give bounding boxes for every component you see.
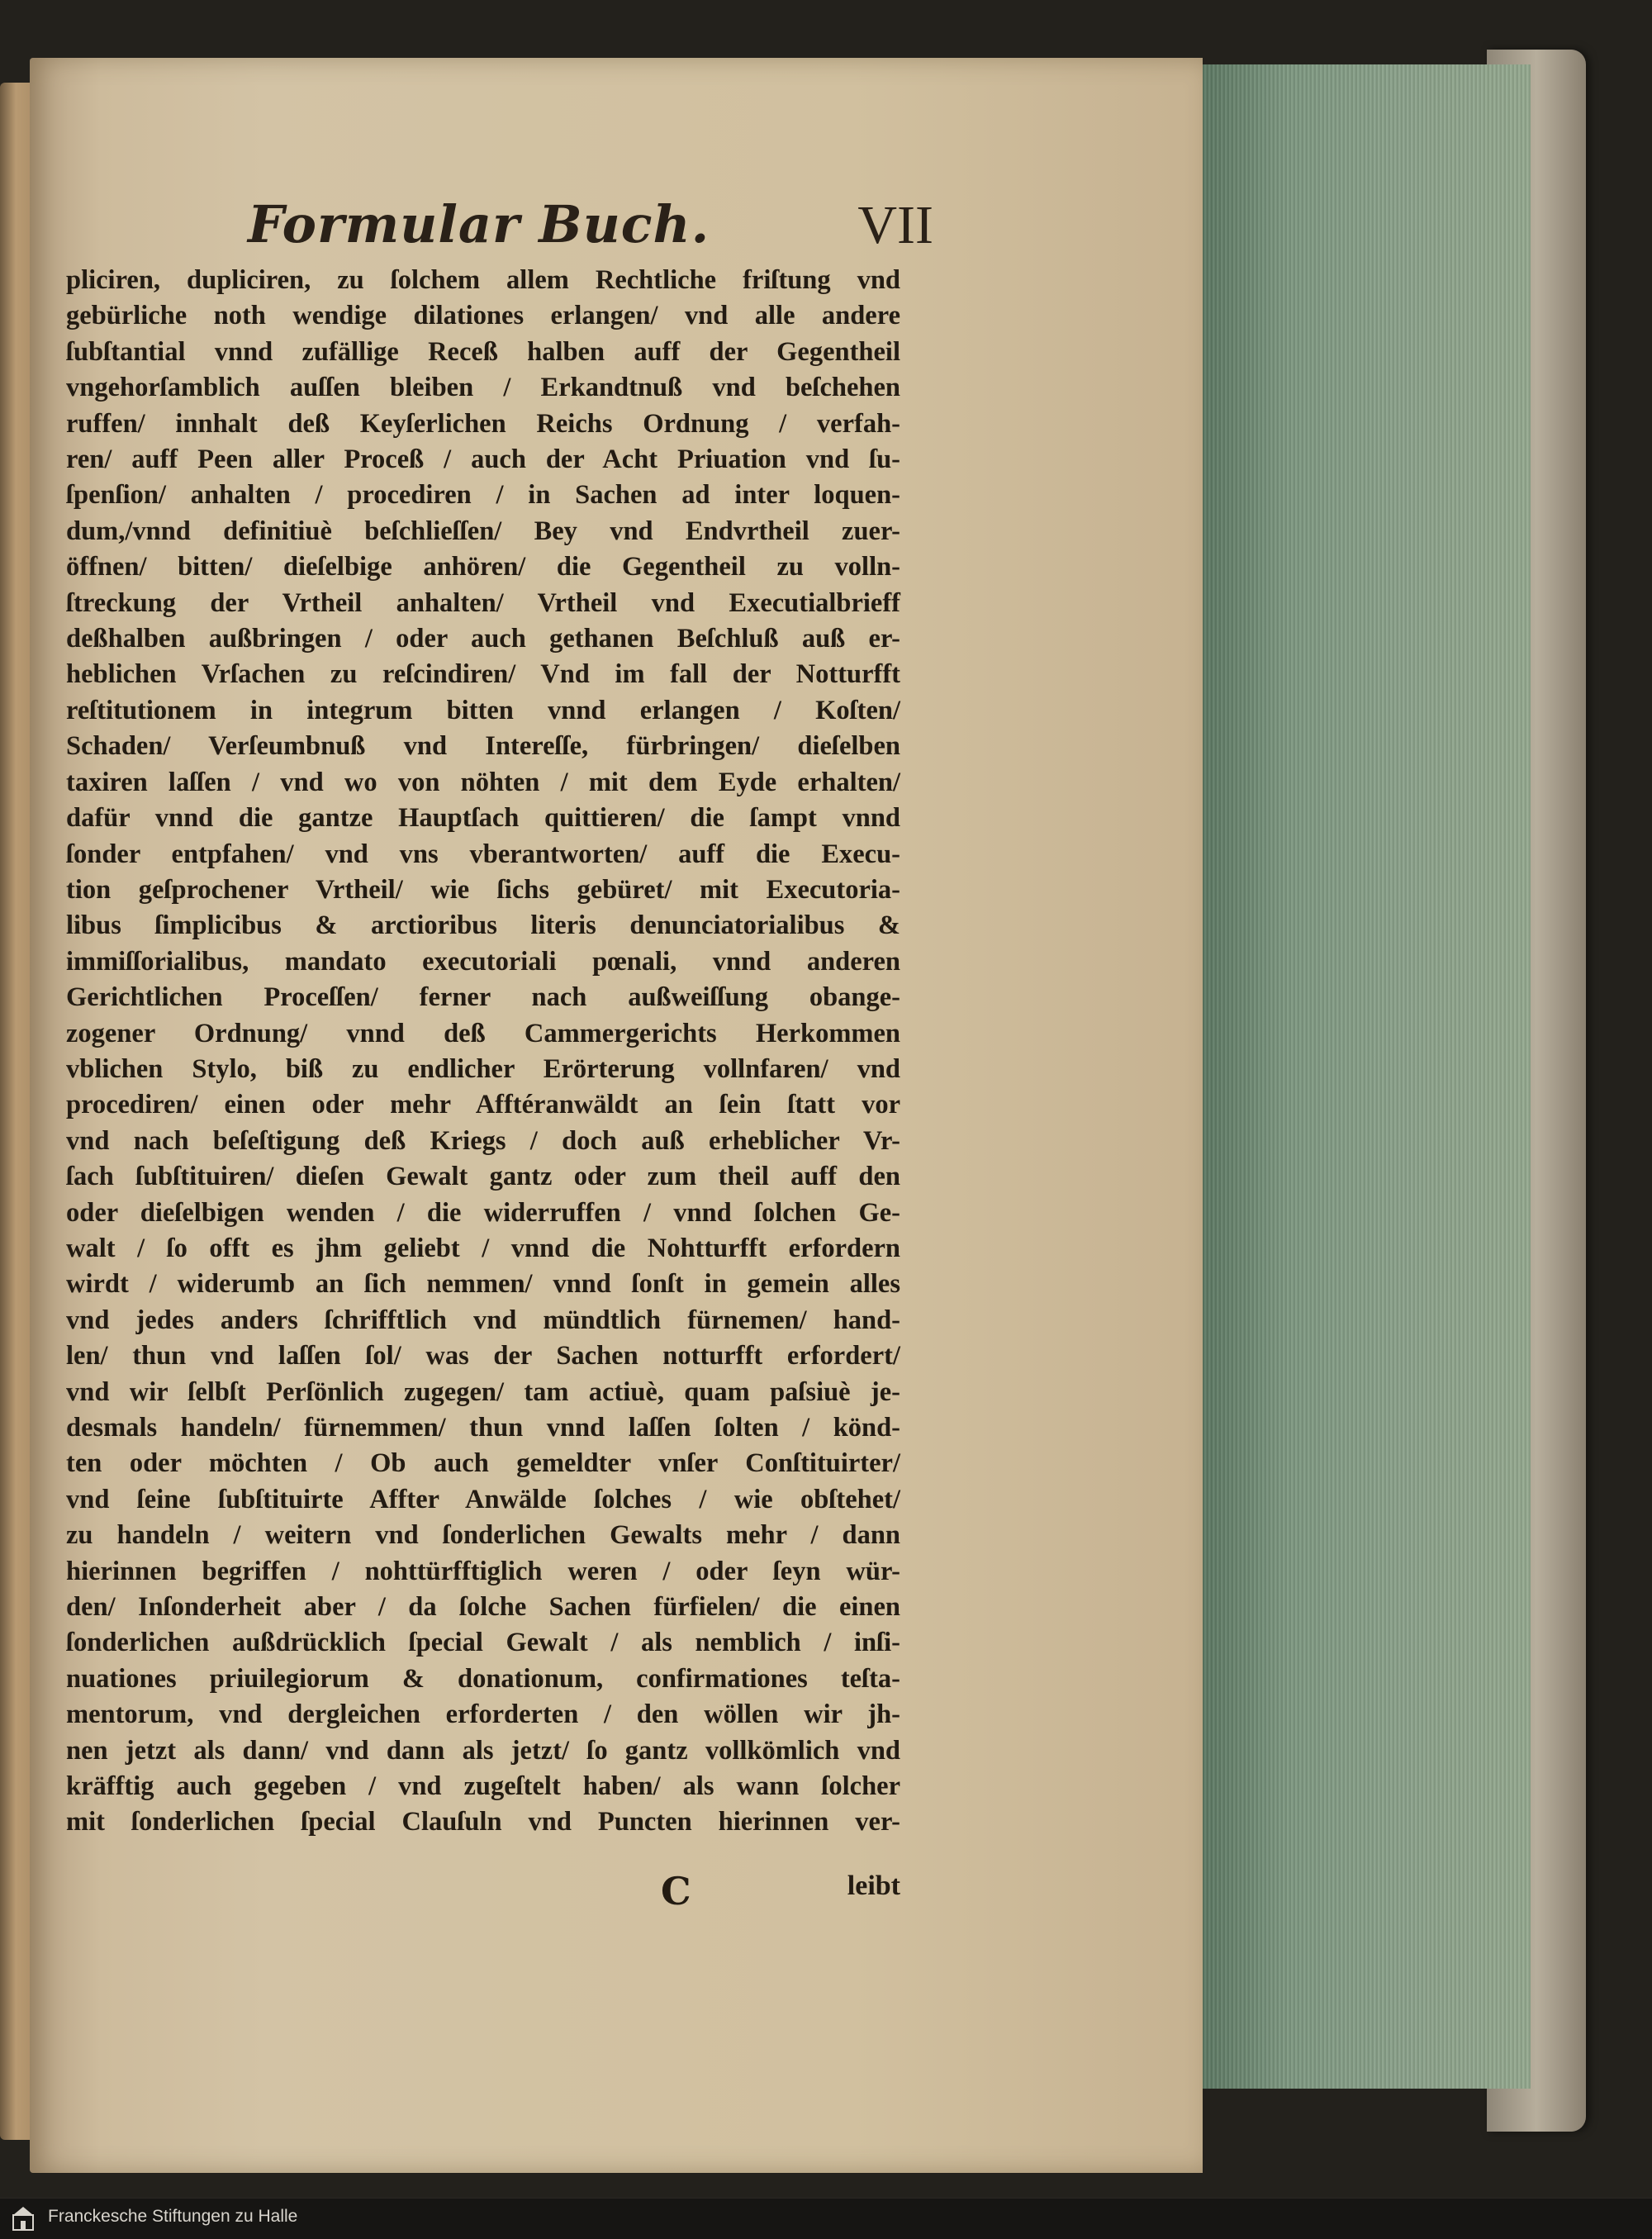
folio-number: VII [857,195,933,255]
text-line: heblichen Vrſachen zu reſcindiren/ Vnd im fall der Notturfft [66,659,900,690]
running-head [248,194,933,269]
body-text [66,263,900,1841]
text-line: oder dieſelbigen wenden / die widerruffen / vnnd ſolchen Ge- [66,1197,900,1228]
text-line: hierinnen begriffen / nohttürfftiglich weren / oder ſeyn wür- [66,1556,900,1586]
text-line: zu handeln / weitern vnd ſonderlichen Gewalts mehr / dann [66,1520,900,1551]
text-line: ſtreckung der Vrtheil anhalten/ Vrtheil vnd Executialbrieff [66,587,900,618]
text-line: ſpenſion/ anhalten / procediren / in Sachen ad inter loquen- [66,480,900,511]
text-line: ſonderlichen außdrücklich ſpecial Gewalt / als nemblich / inſi- [66,1628,900,1658]
institution-logo-icon [12,2205,35,2232]
text-line: walt / ſo offt es jhm geliebt / vnnd die Nohtturfft erfordern [66,1233,900,1263]
text-line: kräfftig auch gegeben / vnd zugeſtelt haben/ als wann ſolcher [66,1771,900,1802]
text-line: vblichen Stylo, biß zu endlicher Erörterung vollnfaren/ vnd [66,1053,900,1084]
text-line: wirdt / widerumb an ſich nemmen/ vnnd ſonſt in gemein alles [66,1269,900,1300]
text-line: öffnen/ bitten/ dieſelbige anhören/ die Gegentheil zu volln- [66,552,900,582]
text-line: mit ſonderlichen ſpecial Clauſuln vnd Puncten hierinnen ver- [66,1807,900,1837]
text-line: vnd nach beſeſtigung deß Kriegs / doch auß erheblicher Vr- [66,1125,900,1156]
text-line: dum,/vnnd definitiuè beſchlieſſen/ Bey vnd Endvrtheil zuer- [66,516,900,546]
text-line: vnd ſeine ſubſtituirte Affter Anwälde ſolches / wie obſtehet/ [66,1484,900,1514]
text-line: Schaden/ Verſeumbnuß vnd Intereſſe, fürbringen/ dieſelben [66,731,900,762]
catchword: leibt [847,1871,900,1901]
text-line: taxiren laſſen / vnd wo von nöhten / mit dem Eyde erhalten/ [66,767,900,797]
text-line: pliciren, dupliciren, zu ſolchem allem Rechtliche friſtung vnd [66,265,900,295]
signature-mark: C [661,1869,691,1913]
text-line: ten oder möchten / Ob auch gemeldter vnſer Conſtituirter/ [66,1448,900,1479]
text-line: ren/ auff Peen aller Proceß / auch der Acht Priuation vnd ſu- [66,444,900,475]
text-line: desmals handeln/ fürnemmen/ thun vnnd laſſen ſolten / könd- [66,1413,900,1443]
text-line: nen jetzt als dann/ vnd dann als jetzt/ ſo gantz vollkömlich vnd [66,1735,900,1766]
text-line: reſtitutionem in integrum bitten vnnd erlangen / Koſten/ [66,695,900,725]
text-line: libus ſimplicibus & arctioribus literis denunciatorialibus & [66,910,900,941]
viewer-footer [0,2198,1652,2239]
text-line: vnd jedes anders ſchrifftlich vnd mündtlich fürnemen/ hand- [66,1305,900,1335]
text-line: ſubſtantial vnnd zufällige Receß halben auff der Gegentheil [66,336,900,367]
text-line: Gerichtlichen Proceſſen/ ferner nach außweiſſung obange- [66,982,900,1013]
text-line: ſach ſubſtituiren/ dieſen Gewalt gantz oder zum theil auff den [66,1162,900,1192]
text-line: mentorum, vnd dergleichen erforderten / den wöllen wir jh- [66,1699,900,1730]
text-line: vnd wir ſelbſt Perſönlich zugegen/ tam actiuè, quam paſsiuè je- [66,1376,900,1407]
institution-label: Franckesche Stiftungen zu Halle [48,2207,298,2226]
text-line: ſonder entpfahen/ vnd vns vberantworten/ auff die Execu- [66,839,900,869]
text-line: len/ thun vnd laſſen ſol/ was der Sachen notturfft erfordert/ [66,1341,900,1371]
text-line: gebürliche noth wendige dilationes erlangen/ vnd alle andere [66,301,900,331]
text-line: den/ Inſonderheit aber / da ſolche Sachen fürfielen/ die einen [66,1592,900,1623]
running-title: Formular Buch. [248,194,710,254]
text-line: vngehorſamblich auſſen bleiben / Erkandtnuß vnd beſchehen [66,373,900,403]
text-line: nuationes priuilegiorum & donationum, confirmationes teſta- [66,1663,900,1694]
text-line: ruffen/ innhalt deß Keyſerlichen Reichs Ordnung / verfah- [66,408,900,439]
page-fore-edge [1181,64,1531,2089]
text-line: tion geſprochener Vrtheil/ wie ſichs gebüret/ mit Executoria- [66,874,900,905]
text-line: zogener Ordnung/ vnnd deß Cammergerichts Herkommen [66,1018,900,1048]
text-line: deßhalben außbringen / oder auch gethanen Beſchluß auß er- [66,624,900,654]
text-line: dafür vnnd die gantze Hauptſach quittieren/ die ſampt vnnd [66,803,900,834]
text-line: immiſſorialibus, mandato executoriali pœnali, vnnd anderen [66,946,900,977]
page-foot [66,1869,900,1913]
text-line: procediren/ einen oder mehr Afftéranwäldt an ſein ſtatt vor [66,1090,900,1120]
